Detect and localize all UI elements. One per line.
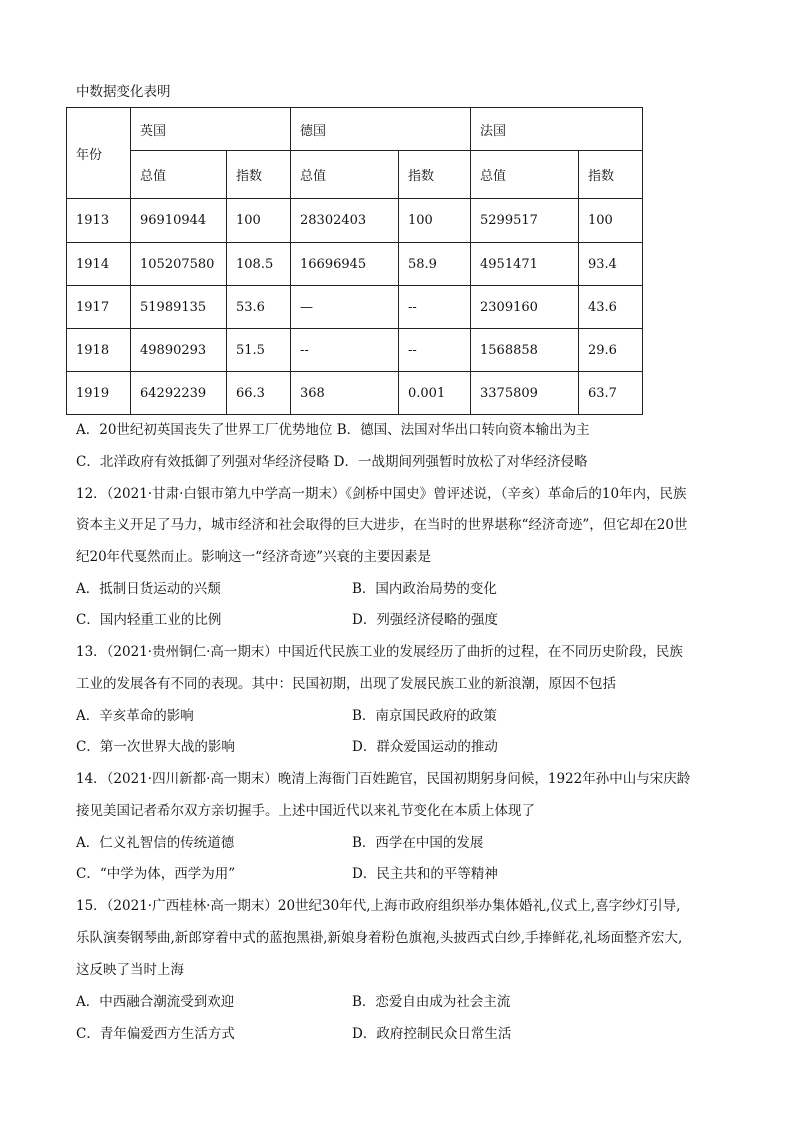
sub-header: 总值 [291, 151, 399, 199]
q14-stem-line: 14．（2021·四川新都·高一期末）晚清上海衙门百姓跪官，民国初期躬身问候，1922年孙中山与宋庆龄 [76, 771, 691, 787]
table-cell: 53.6 [227, 286, 291, 329]
q12-option-d: D．列强经济侵略的强度 [352, 612, 498, 628]
q14-option-a: A．仁义礼智信的传统道德 [76, 835, 235, 851]
table-cell: 29.6 [579, 329, 643, 372]
table-row [67, 199, 643, 243]
table-cell: — [291, 286, 399, 329]
q15-stem-line: 乐队演奏钢琴曲,新郎穿着中式的蓝抱黑褂,新娘身着粉色旗袍,头披西式白纱,手捧鲜花,礼场面整齐宏大, [76, 930, 683, 946]
table-intro-text: 中数据变化表明 [76, 84, 171, 100]
table-cell: 58.9 [399, 243, 471, 286]
q15-option-d: D．政府控制民众日常生活 [352, 1026, 512, 1042]
table-cell: 105207580 [131, 243, 227, 286]
table-cell: 5299517 [471, 199, 579, 243]
q11-options-line-2: C．北洋政府有效抵御了列强对华经济侵略 D．一战期间列强暂时放松了对华经济侵略 [76, 454, 588, 470]
q15-stem-line: 这反映了当时上海 [76, 962, 184, 978]
sub-header: 指数 [399, 151, 471, 199]
q15-option-c: C．青年偏爱西方生活方式 [76, 1026, 235, 1042]
q13-stem-line: 工业的发展各有不同的表现。其中：民国初期，出现了发展民族工业的新浪潮，原因不包括 [76, 676, 616, 692]
table-cell: 1913 [67, 199, 131, 243]
country-header-germany: 德国 [291, 108, 471, 151]
q12-option-b: B．国内政治局势的变化 [352, 581, 497, 597]
table-cell: 368 [291, 372, 399, 415]
table-row [67, 329, 643, 372]
table-cell: -- [291, 329, 399, 372]
table-cell: 51.5 [227, 329, 291, 372]
q15-option-a: A．中西融合潮流受到欢迎 [76, 994, 235, 1010]
table-cell: 2309160 [471, 286, 579, 329]
q13-option-a: A．辛亥革命的影响 [76, 708, 194, 724]
q12-stem-line: 12．（2021·甘肃·白银市第九中学高一期末）《剑桥中国史》曾评述说，（辛亥）革命后的10年内，民族 [76, 486, 687, 502]
q12-option-c: C．国内轻重工业的比例 [76, 612, 222, 628]
table-row [67, 243, 643, 286]
sub-header: 总值 [131, 151, 227, 199]
table-row [67, 372, 643, 415]
q11-options-line-1: A．20世纪初英国丧失了世界工厂优势地位 B．德国、法国对华出口转向资本输出为主 [76, 422, 590, 438]
q14-option-b: B．西学在中国的发展 [352, 835, 484, 851]
year-header: 年份 [67, 108, 131, 199]
table-cell: 96910944 [131, 199, 227, 243]
q14-option-c: C．“中学为体，西学为用” [76, 866, 236, 882]
table-cell: 49890293 [131, 329, 227, 372]
table-cell: 100 [227, 199, 291, 243]
table-cell: 51989135 [131, 286, 227, 329]
table-cell: -- [399, 286, 471, 329]
q15-stem-line: 15．（2021·广西桂林·高一期末）20世纪30年代,上海市政府组织举办集体婚礼,仪式上,喜字纱灯引导, [76, 898, 681, 914]
q13-option-b: B．南京国民政府的政策 [352, 708, 497, 724]
table-cell: 1919 [67, 372, 131, 415]
table-cell: 4951471 [471, 243, 579, 286]
sub-header: 指数 [227, 151, 291, 199]
country-header-france: 法国 [471, 108, 643, 151]
q13-option-c: C．第一次世界大战的影响 [76, 739, 235, 755]
sub-header: 指数 [579, 151, 643, 199]
table-cell: 1914 [67, 243, 131, 286]
trade-data-table [66, 107, 643, 415]
q12-stem-line: 纪20年代戛然而止。影响这一“经济奇迹”兴衰的主要因素是 [76, 549, 431, 565]
table-cell: 93.4 [579, 243, 643, 286]
q14-stem-line: 接见美国记者希尔双方亲切握手。上述中国近代以来礼节变化在本质上体现了 [76, 803, 535, 819]
table-cell: 0.001 [399, 372, 471, 415]
table-cell: 28302403 [291, 199, 399, 243]
country-header-uk: 英国 [131, 108, 291, 151]
sub-header: 总值 [471, 151, 579, 199]
table-cell: 100 [579, 199, 643, 243]
table-cell: -- [399, 329, 471, 372]
table-cell: 108.5 [227, 243, 291, 286]
table-cell: 1918 [67, 329, 131, 372]
table-cell: 64292239 [131, 372, 227, 415]
q13-stem-line: 13．（2021·贵州铜仁·高一期末）中国近代民族工业的发展经历了曲折的过程，在不同历史阶段，民族 [76, 644, 683, 660]
table-cell: 100 [399, 199, 471, 243]
table-cell: 16696945 [291, 243, 399, 286]
table-cell: 1568858 [471, 329, 579, 372]
table-cell: 43.6 [579, 286, 643, 329]
q12-option-a: A．抵制日货运动的兴颓 [76, 581, 221, 597]
table-row [67, 286, 643, 329]
q14-option-d: D．民主共和的平等精神 [352, 866, 498, 882]
table-cell: 1917 [67, 286, 131, 329]
q12-stem-line: 资本主义开足了马力，城市经济和社会取得的巨大进步，在当时的世界堪称“经济奇迹”，但它却在20世 [76, 517, 688, 533]
table-cell: 66.3 [227, 372, 291, 415]
q13-option-d: D．群众爱国运动的推动 [352, 739, 498, 755]
table-cell: 3375809 [471, 372, 579, 415]
table-cell: 63.7 [579, 372, 643, 415]
q15-option-b: B．恋爱自由成为社会主流 [352, 994, 511, 1010]
